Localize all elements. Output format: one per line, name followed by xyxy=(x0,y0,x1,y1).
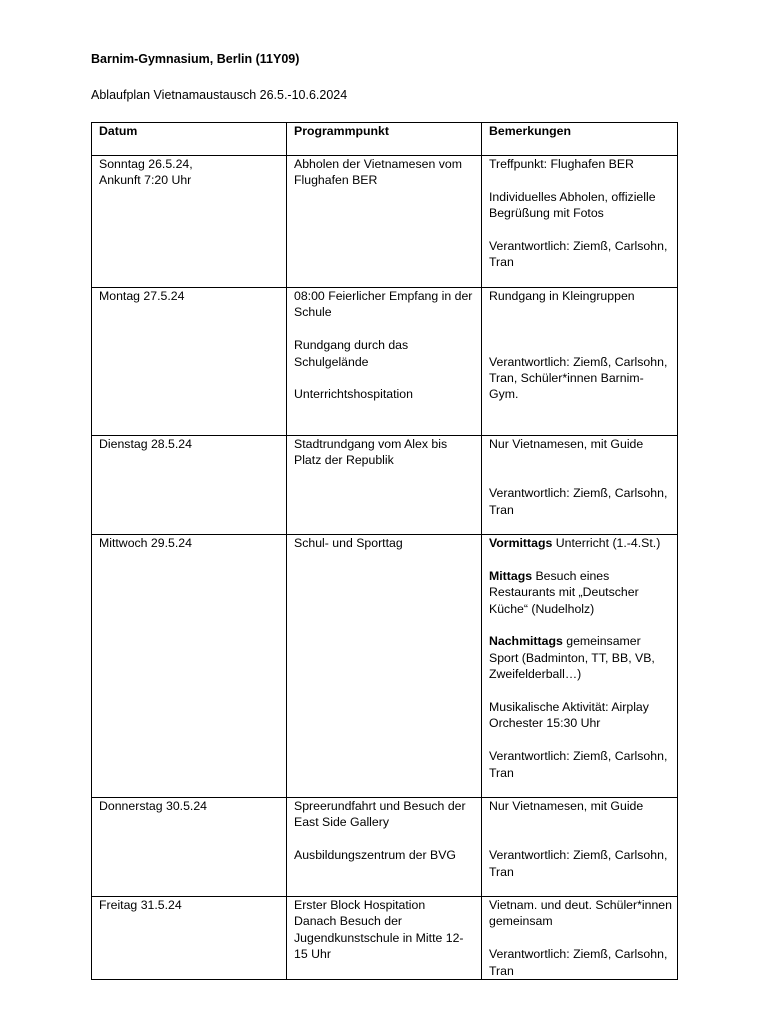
date-cell xyxy=(92,156,287,288)
date-cell xyxy=(92,288,287,436)
program-text: 08:00 Feierlicher Empfang in der Schule xyxy=(294,289,473,320)
program-text: Erster Block Hospitation xyxy=(294,898,426,912)
remarks-cell xyxy=(482,535,678,798)
program-text: Unterrichtshospitation xyxy=(294,387,413,402)
responsible-text: Verantwortlich: Ziemß, Carlsohn, Tran, Schüler*innen Barnim-Gym. xyxy=(489,354,668,402)
remarks-cell xyxy=(482,288,678,436)
remarks-cell xyxy=(482,156,678,288)
date-text: Dienstag 28.5.24 xyxy=(99,437,192,451)
remarks-cell xyxy=(482,897,678,980)
date-cell xyxy=(92,436,287,535)
date-text: Freitag 31.5.24 xyxy=(99,898,182,912)
table-row xyxy=(92,288,678,436)
date-cell xyxy=(92,897,287,980)
remarks-text: Musikalische Aktivität: Airplay Orchester 15:30 Uhr xyxy=(489,700,649,731)
noon-label: Mittags xyxy=(489,568,533,583)
date-cell xyxy=(92,798,287,897)
header-program: Programmpunkt xyxy=(287,123,482,156)
afternoon-label: Nachmittags xyxy=(489,634,563,649)
school-title: Barnim-Gymnasium, Berlin (11Y09) xyxy=(91,52,300,66)
date-cell xyxy=(92,535,287,798)
table-row xyxy=(92,156,678,288)
header-date: Datum xyxy=(92,123,287,156)
program-cell xyxy=(287,156,482,288)
remarks-cell xyxy=(482,798,678,897)
date-text: Mittwoch 29.5.24 xyxy=(99,536,192,550)
date-text: Donnerstag 30.5.24 xyxy=(99,799,208,813)
responsible-text: Verantwortlich: Ziemß, Carlsohn, Tran xyxy=(489,848,668,879)
remarks-text: Vietnam. und deut. Schüler*innen gemeinsam xyxy=(489,898,672,929)
responsible-text: Verantwortlich: Ziemß, Carlsohn, Tran xyxy=(489,239,668,270)
afternoon-text: gemeinsamer Sport (Badminton, TT, BB, VB, Zweifelderball…) xyxy=(489,634,655,682)
program-cell xyxy=(287,288,482,436)
program-text: Stadtrundgang vom Alex bis Platz der Republik xyxy=(294,437,448,468)
program-cell xyxy=(287,798,482,897)
table-row xyxy=(92,436,678,535)
remarks-afternoon xyxy=(489,633,673,682)
remarks-text: Individuelles Abholen, offizielle Begrüßung mit Fotos xyxy=(489,189,656,221)
schedule-title: Ablaufplan Vietnamaustausch 26.5.-10.6.2024 xyxy=(91,88,348,102)
table-header-row xyxy=(92,123,678,156)
date-subtext: Ankunft 7:20 Uhr xyxy=(99,173,192,188)
program-cell xyxy=(287,436,482,535)
responsible-text: Verantwortlich: Ziemß, Carlsohn, Tran xyxy=(489,947,668,978)
program-text: Schul- und Sporttag xyxy=(294,536,403,550)
responsible-text: Verantwortlich: Ziemß, Carlsohn, Tran xyxy=(489,486,668,517)
program-text: Danach Besuch der Jugendkunstschule in Mitte 12-15 Uhr xyxy=(294,914,464,962)
schedule-table xyxy=(91,122,678,980)
remarks-text: Nur Vietnamesen, mit Guide xyxy=(489,437,644,451)
remarks-text: Nur Vietnamesen, mit Guide xyxy=(489,799,644,813)
header-remarks: Bemerkungen xyxy=(482,123,678,156)
program-text: Ausbildungszentrum der BVG xyxy=(294,848,456,863)
morning-text: Unterricht (1.-4.St.) xyxy=(552,536,661,550)
remarks-cell xyxy=(482,436,678,535)
date-text: Sonntag 26.5.24, xyxy=(99,157,193,171)
program-text: Rundgang durch das Schulgelände xyxy=(294,338,409,369)
program-text: Spreerundfahrt und Besuch der East Side Gallery xyxy=(294,799,466,830)
date-text: Montag 27.5.24 xyxy=(99,289,185,303)
responsible-text: Verantwortlich: Ziemß, Carlsohn, Tran xyxy=(489,749,668,780)
remarks-text: Rundgang in Kleingruppen xyxy=(489,289,635,303)
noon-text: Besuch eines Restaurants mit „Deutscher Küche“ (Nudelholz) xyxy=(489,568,639,616)
program-cell xyxy=(287,897,482,980)
remarks-noon xyxy=(489,568,673,617)
program-cell xyxy=(287,535,482,798)
program-text: Abholen der Vietnamesen vom Flughafen BER xyxy=(294,157,462,188)
remarks-morning xyxy=(489,535,673,551)
morning-label: Vormittags xyxy=(489,536,553,550)
remarks-text: Treffpunkt: Flughafen BER xyxy=(489,157,634,171)
table-row xyxy=(92,798,678,897)
table-row xyxy=(92,535,678,798)
table-row xyxy=(92,897,678,980)
